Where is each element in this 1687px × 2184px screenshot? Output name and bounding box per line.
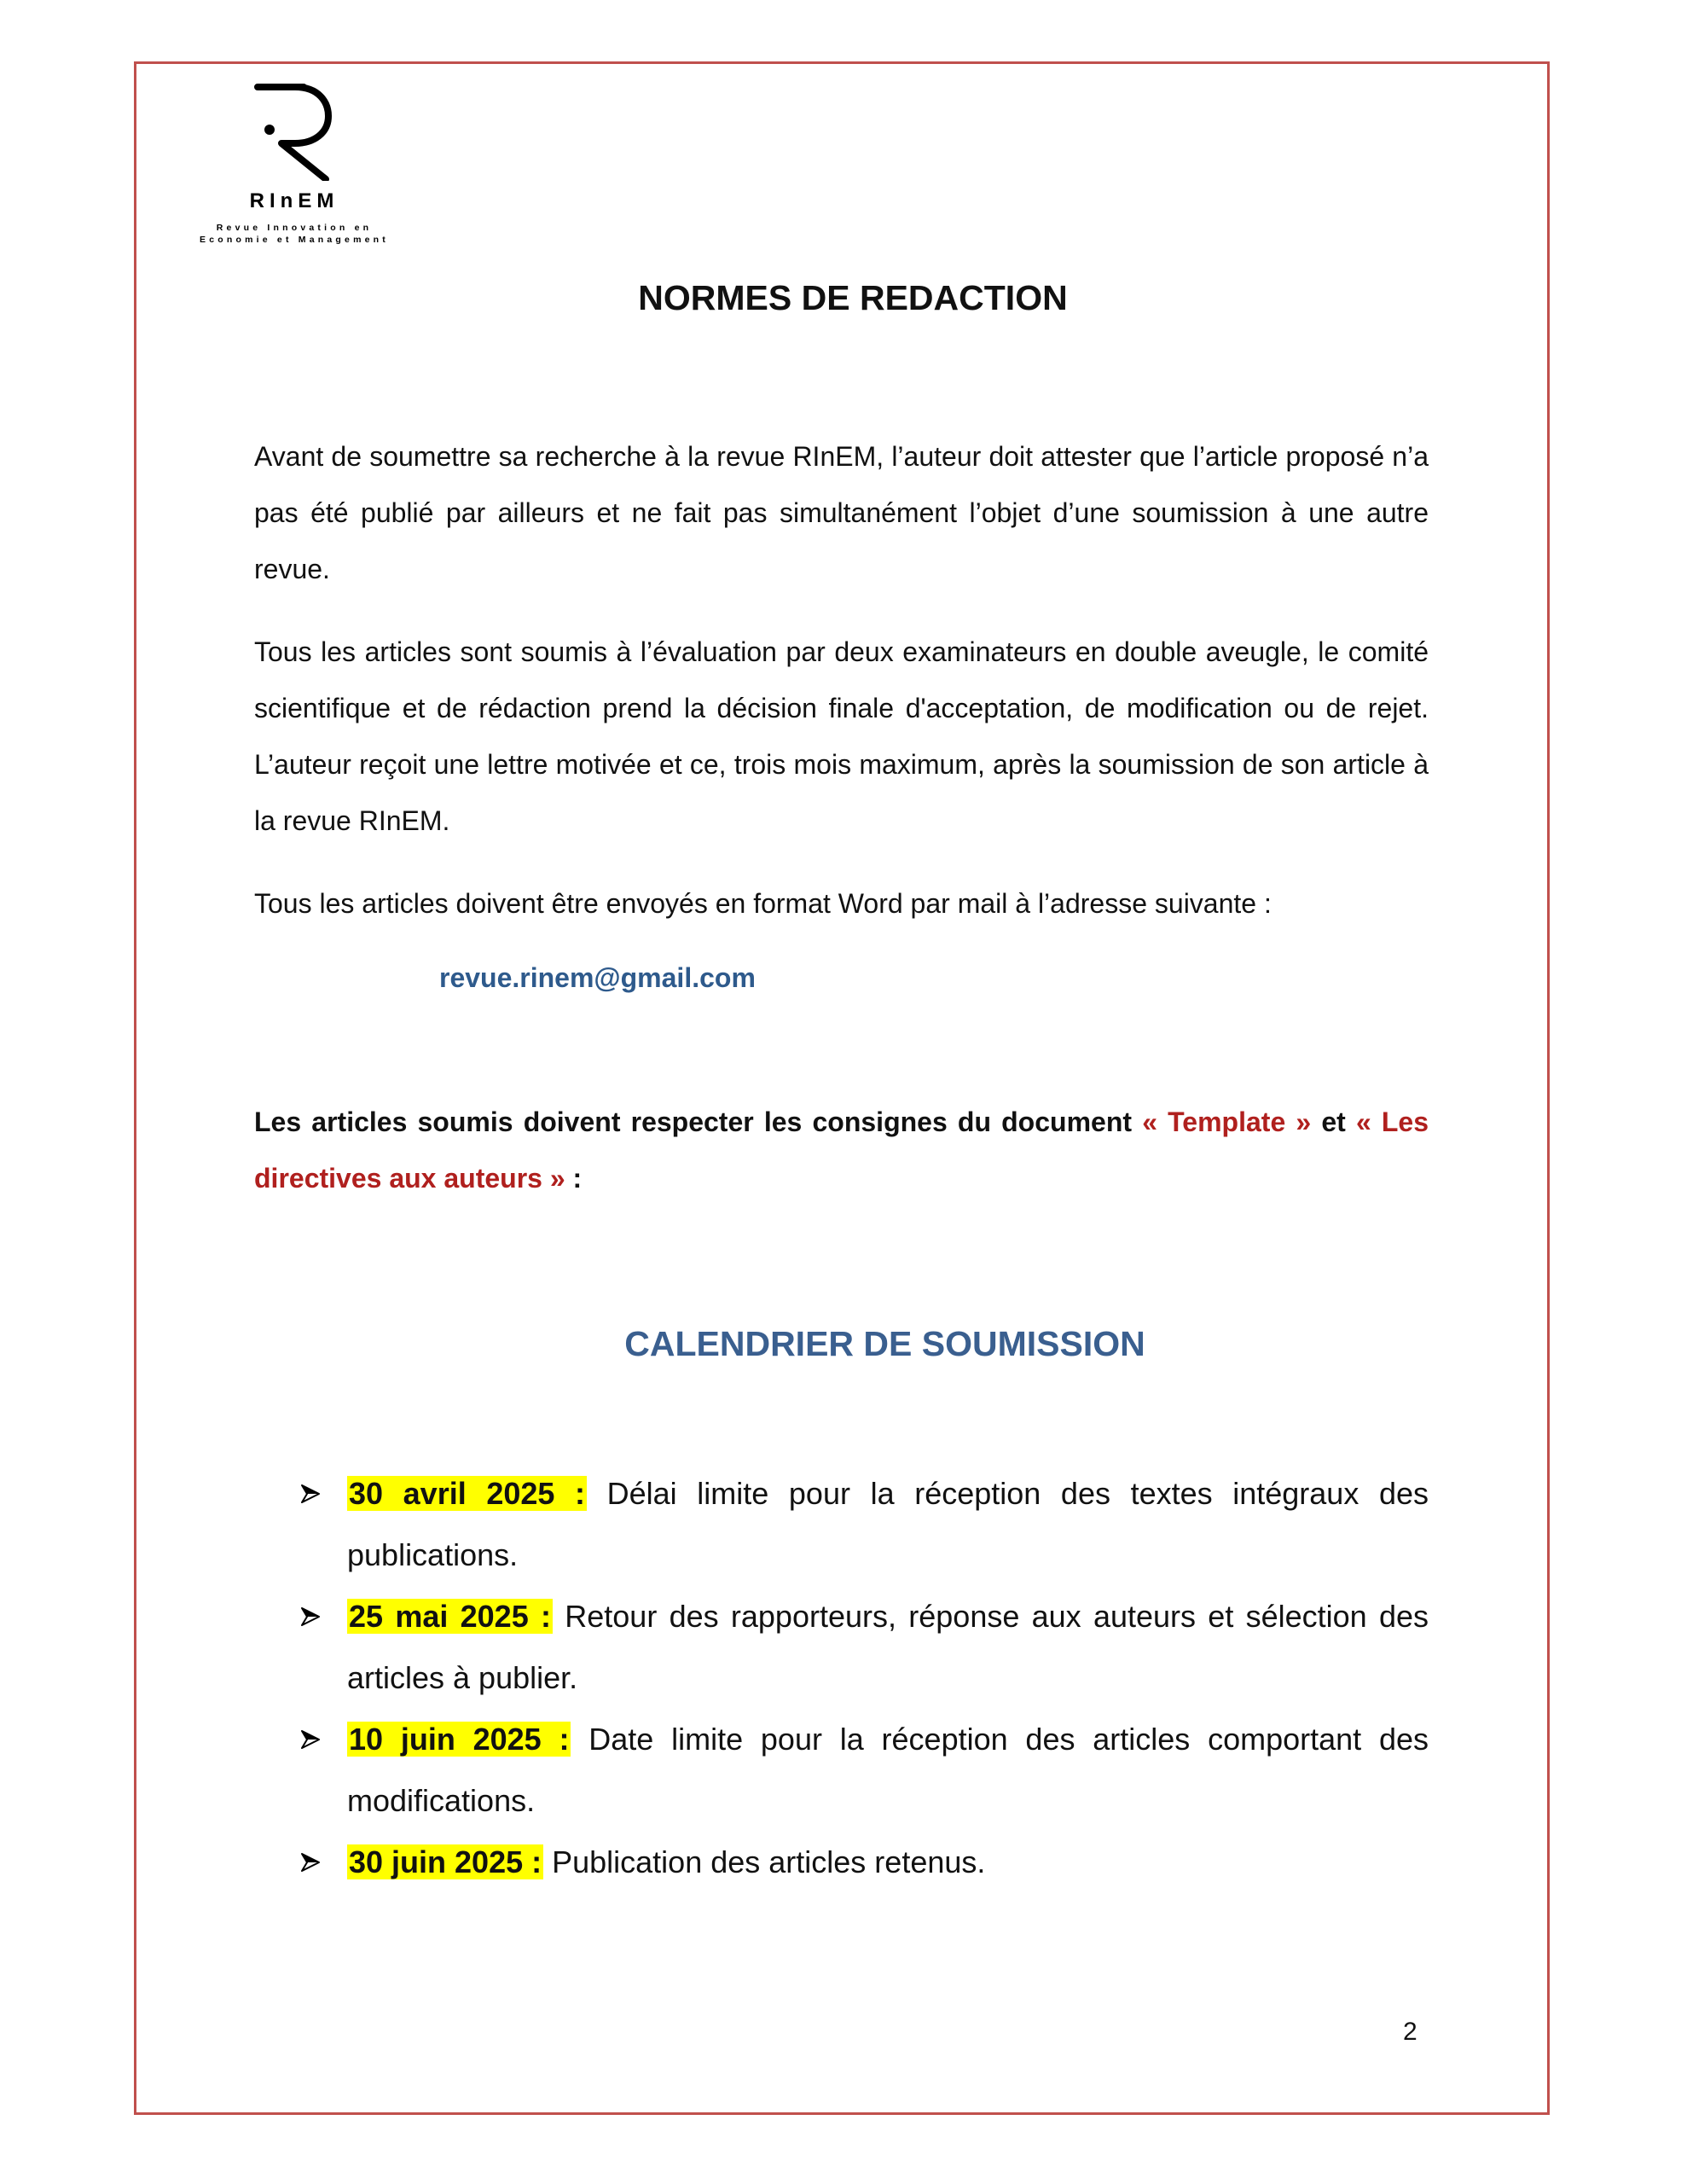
- instruction-suffix: :: [565, 1163, 583, 1194]
- instruction-paragraph: [254, 1094, 1429, 1206]
- paragraph-submission-attestation: Avant de soumettre sa recherche à la revue RInEM, l’auteur doit attester que l’article proposé n’a pas été publié par ailleurs et ne fait pas simultanément l’objet d’une soumission à une autre revue.: [254, 441, 1429, 584]
- arrow-bullet-icon: [300, 1606, 321, 1627]
- paragraph-send-format: Tous les articles doivent être envoyés en format Word par mail à l’adresse suivante :: [254, 888, 1272, 919]
- email-link[interactable]: revue.rinem@gmail.com: [439, 962, 756, 993]
- logo-name: RInEM: [249, 189, 339, 212]
- deadline-date: 30 avril 2025 :: [349, 1476, 586, 1511]
- instruction-middle: et: [1311, 1107, 1356, 1137]
- deadline-text: Date limite pour la réception des articles comportant des modifications.: [347, 1722, 1429, 1818]
- journal-logo: [175, 78, 414, 258]
- calendar-title: CALENDRIER DE SOUMISSION: [624, 1324, 1145, 1363]
- list-item: [300, 1832, 1429, 1893]
- r-monogram-icon: [247, 78, 341, 181]
- page-title: NORMES DE REDACTION: [638, 278, 1068, 317]
- deadline-date: 10 juin 2025 :: [349, 1722, 570, 1757]
- instruction-prefix: Les articles soumis doivent respecter les consignes du document: [254, 1107, 1143, 1137]
- deadline-date: 30 juin 2025 :: [349, 1844, 542, 1879]
- logo-subtitle: Revue Innovation en Economie et Management: [200, 223, 389, 245]
- deadline-date: 25 mai 2025 :: [349, 1599, 551, 1634]
- paragraph-evaluation: Tous les articles sont soumis à l’évaluation par deux examinateurs en double aveugle, le comité scientifique et de rédaction prend la décision finale d'acceptation, de modification ou de rejet. L’auteur reçoit une lettre motivée et ce, trois mois maximum, après la soumission de son article à la revue RInEM.: [254, 636, 1429, 836]
- list-item: [300, 1709, 1429, 1832]
- deadline-text: Délai limite pour la réception des textes intégraux des publications.: [347, 1476, 1429, 1572]
- directives-link[interactable]: « Les directives aux auteurs »: [254, 1107, 1429, 1194]
- calendar-list: [300, 1463, 1429, 1893]
- arrow-bullet-icon: [300, 1484, 321, 1504]
- deadline-text: Publication des articles retenus.: [543, 1844, 986, 1879]
- template-link[interactable]: « Template »: [1142, 1107, 1312, 1137]
- deadline-text: Retour des rapporteurs, réponse aux auteurs et sélection des articles à publier.: [347, 1599, 1429, 1695]
- page-number: 2: [1403, 2018, 1417, 2046]
- list-item: [300, 1586, 1429, 1709]
- arrow-bullet-icon: [300, 1852, 321, 1873]
- arrow-bullet-icon: [300, 1729, 321, 1750]
- list-item: [300, 1463, 1429, 1586]
